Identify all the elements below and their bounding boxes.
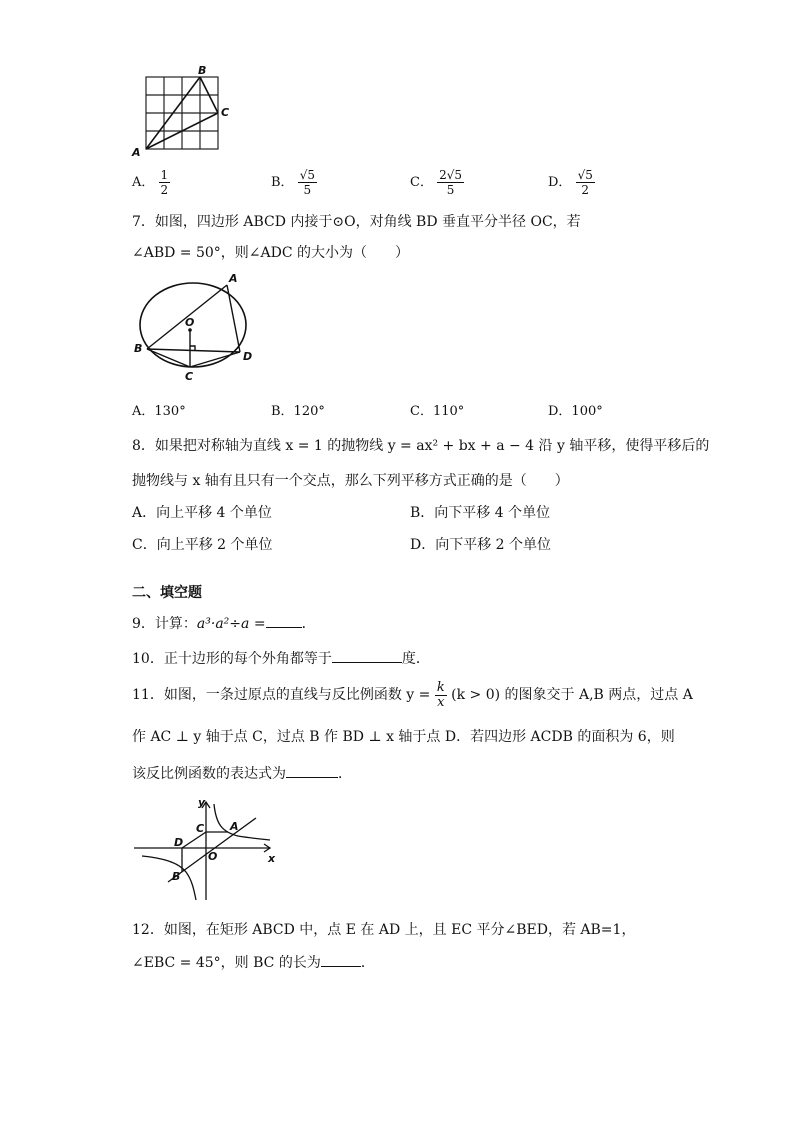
q7-line-1: 7．如图，四边形 ABCD 内接于⊙O，对角线 BD 垂直平分半径 OC，若 [132,214,581,230]
q7-option-c[interactable]: C．110° [410,404,465,419]
q11-label-y: y [198,796,206,809]
q7-option-d[interactable]: D．100° [548,404,603,419]
q11-line-1: 11．如图，一条过原点的直线与反比例函数 y = $\frac{k}{x}$ (k > 0) 的图象交于 A,B 两点，过点 A [132,679,693,710]
q8-option-c[interactable]: C．向上平移 2 个单位 [132,537,273,553]
q8-option-d[interactable]: D．向下平移 2 个单位 [410,537,552,553]
q6-option-d[interactable]: D． $\frac{√5}{2}$ [548,168,593,197]
q12-line-1: 12．如图，在矩形 ABCD 中，点 E 在 AD 上，且 EC 平分∠BED，若 AB=1， [132,922,636,938]
q6-label-a: A [132,146,141,159]
q11-label-a: A [230,820,239,833]
q8-option-a[interactable]: A．向上平移 4 个单位 [132,505,272,521]
q6-label-b: B [198,64,207,77]
q9-line: 9．计算：a³·a²÷a = ． [132,613,316,634]
q11-label-b: B [172,870,181,883]
q11-line-3: 该反比例函数的表达式为 ． [132,763,352,784]
q7-label-b: B [134,342,143,355]
q11-label-c: C [196,822,205,835]
section-2-title: 二、填空题 [132,585,202,601]
q11-label-x: x [268,852,276,865]
q11-label-d: D [174,836,184,849]
q11-line-2: 作 AC ⊥ y 轴于点 C，过点 B 作 BD ⊥ x 轴于点 D．若四边形 ACDB 的面积为 6，则 [132,729,675,745]
q7-line-2: ∠ABD = 50°，则∠ADC 的大小为（ ） [132,245,410,261]
q8-line-1: 8．如果把对称轴为直线 x = 1 的抛物线 y = ax² + bx + a − 4 沿 y 轴平移，使得平移后的 [132,438,710,454]
q7-circle-figure [130,272,260,384]
q6-label-c: C [221,106,230,119]
q7-label-c: C [185,370,194,383]
q6-option-c[interactable]: C． $\frac{2√5}{5}$ [410,168,463,197]
q11-answer-blank[interactable] [286,763,338,778]
q7-option-a[interactable]: A．130° [132,404,186,419]
q11-label-o: O [208,850,218,863]
q10-line: 10．正十边形的每个外角都等于 度． [132,648,430,669]
q7-option-b[interactable]: B．120° [271,404,325,419]
q10-answer-blank[interactable] [332,648,402,663]
q8-option-b[interactable]: B．向下平移 4 个单位 [410,505,551,521]
q7-label-a: A [229,272,238,285]
q7-label-d: D [243,350,253,363]
q7-label-o: O [185,316,195,329]
q6-option-b[interactable]: B． $\frac{√5}{5}$ [271,168,315,197]
q6-option-a[interactable]: A． $\frac{1}{2}$ [132,168,169,197]
q6-grid-figure [128,64,240,160]
q12-line-2: ∠EBC = 45°，则 BC 的长为 ． [132,952,375,973]
q9-answer-blank[interactable] [266,613,302,628]
q8-line-2: 抛物线与 x 轴有且只有一个交点，那么下列平移方式正确的是（ ） [132,473,569,489]
q11-graph-figure [132,796,282,902]
q12-answer-blank[interactable] [321,952,361,967]
